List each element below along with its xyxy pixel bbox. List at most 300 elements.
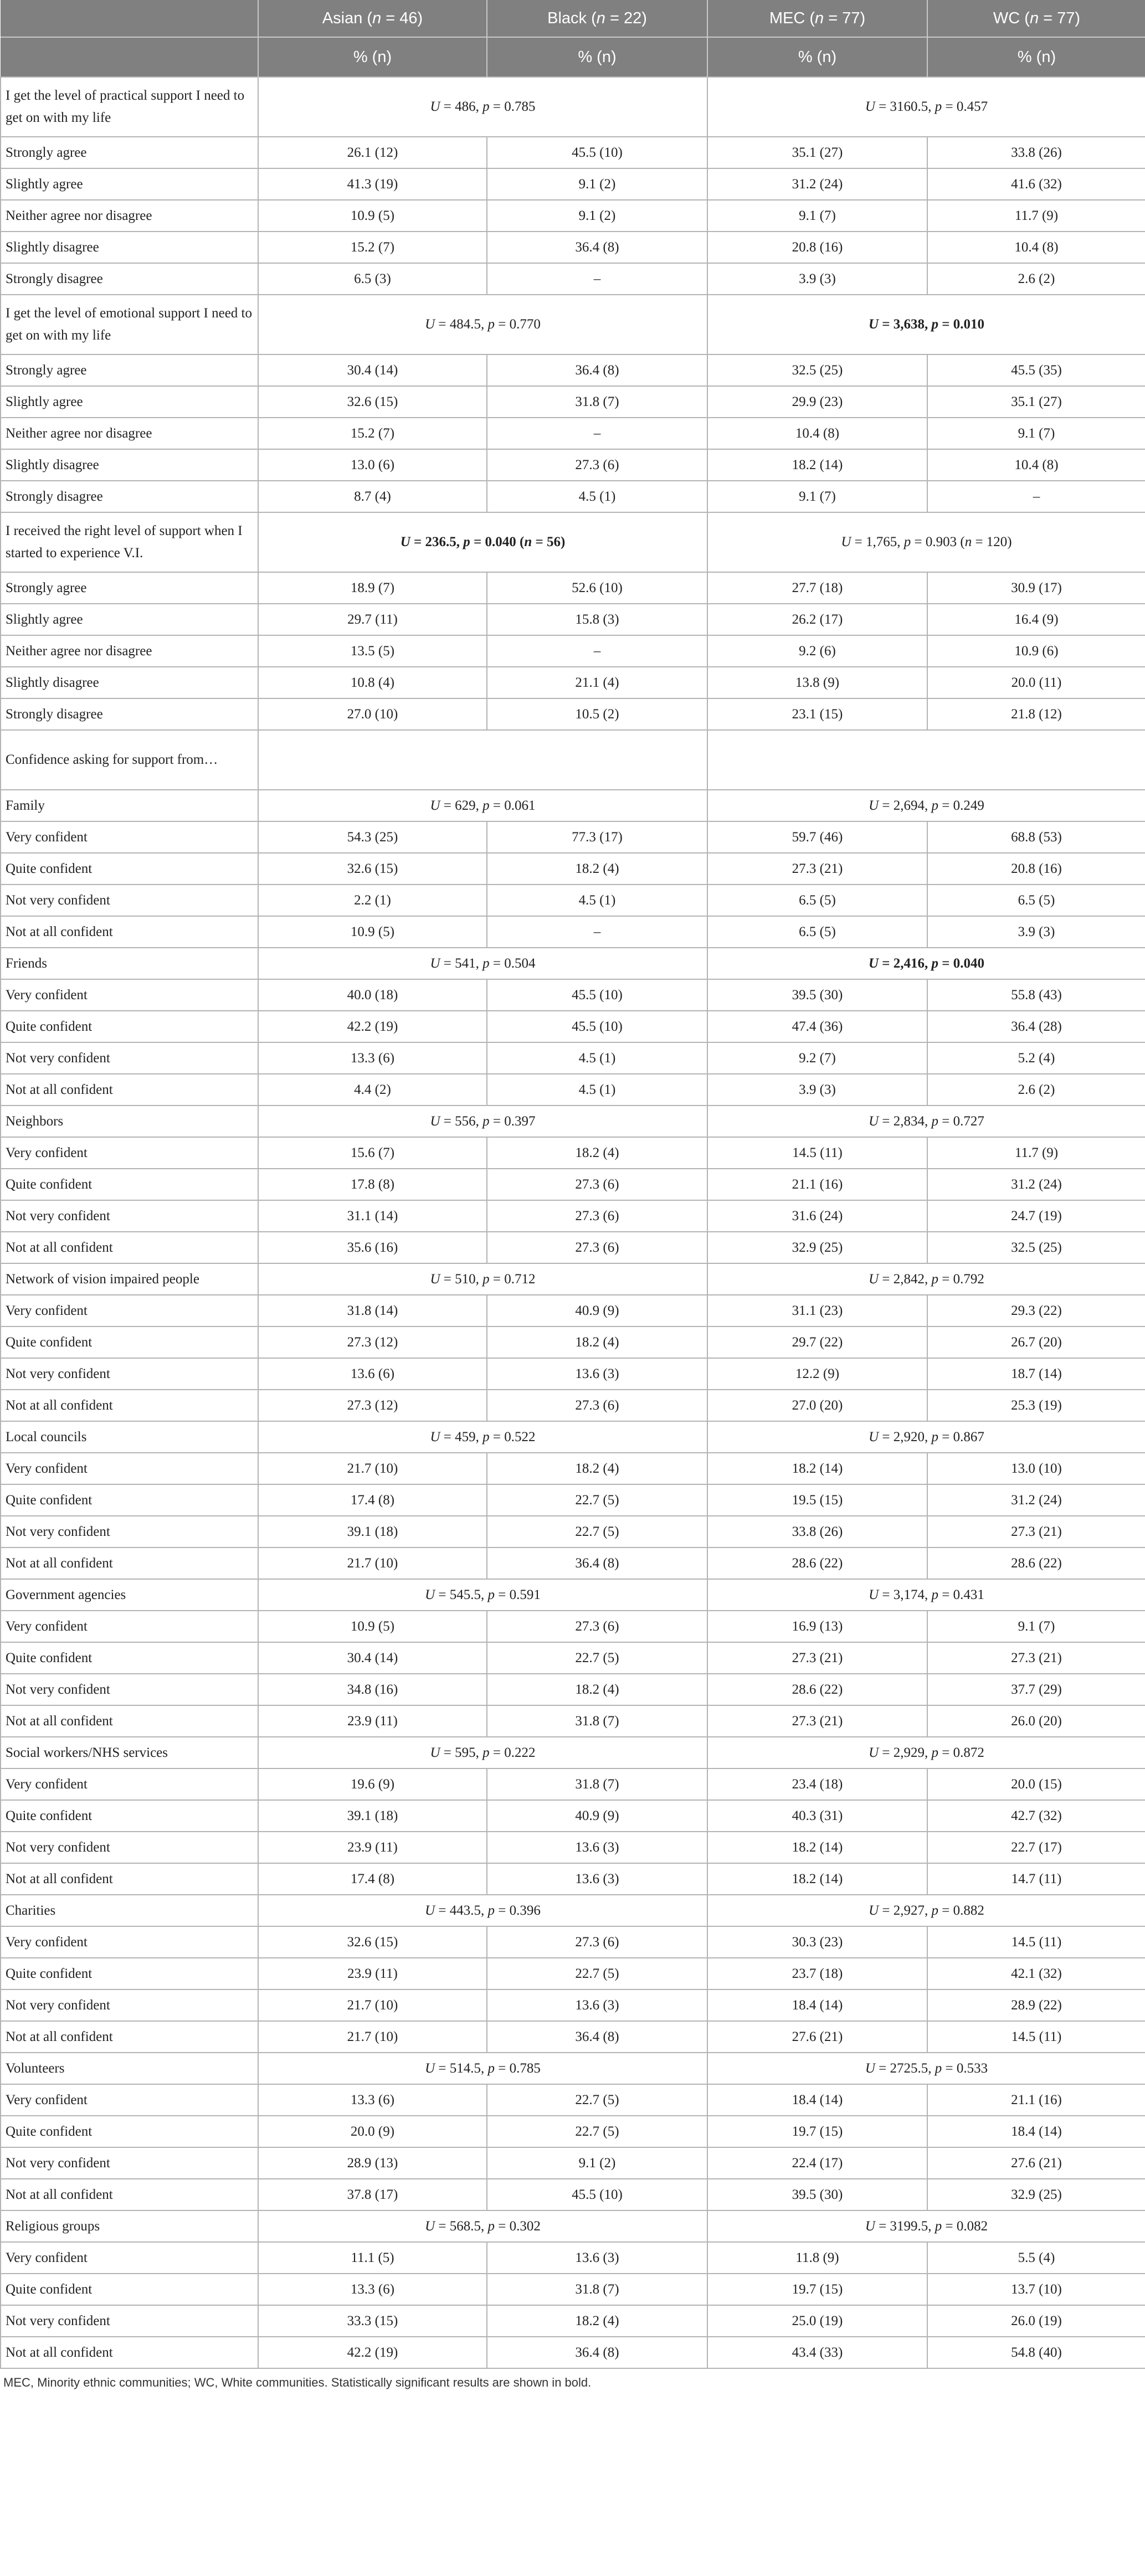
- table-cell: 21.7 (10): [258, 1453, 487, 1484]
- table-cell: 36.4 (8): [487, 2337, 707, 2368]
- p-value: 0.903: [925, 534, 957, 549]
- table-row: [1, 698, 1145, 730]
- row-label: Network of vision impaired people: [1, 1263, 258, 1295]
- row-label: Very confident: [1, 2242, 258, 2274]
- p-symbol: p: [487, 1903, 495, 1918]
- p-symbol: p: [931, 1271, 939, 1287]
- u-value: 2,834: [893, 1113, 925, 1129]
- table-cell: 20.0 (9): [258, 2116, 487, 2147]
- table-cell: 18.2 (4): [487, 2305, 707, 2337]
- table-cell: 20.8 (16): [707, 232, 927, 263]
- table-cell: 15.2 (7): [258, 418, 487, 449]
- table-cell: 27.3 (6): [487, 1169, 707, 1200]
- table-cell: 28.9 (13): [258, 2147, 487, 2179]
- table-cell: 9.1 (2): [487, 2147, 707, 2179]
- table-cell: 21.1 (4): [487, 667, 707, 698]
- mann-whitney-result: U = 541, p = 0.504: [258, 948, 707, 979]
- table-cell: 22.7 (5): [487, 2116, 707, 2147]
- row-label: Not very confident: [1, 1200, 258, 1232]
- row-label: Strongly disagree: [1, 263, 258, 295]
- section-row: [1, 730, 1145, 790]
- table-row: [1, 386, 1145, 418]
- u-symbol: U: [865, 2218, 875, 2234]
- empty-cell: [707, 730, 1145, 790]
- mann-whitney-result: U = 510, p = 0.712: [258, 1263, 707, 1295]
- table-cell: 20.8 (16): [927, 853, 1145, 885]
- row-label: Very confident: [1, 821, 258, 853]
- mann-whitney-result: U = 2,929, p = 0.872: [707, 1737, 1145, 1768]
- table-row: [1, 1516, 1145, 1547]
- row-label: Charities: [1, 1895, 258, 1926]
- table-row: [1, 2147, 1145, 2179]
- mann-whitney-result: U = 443.5, p = 0.396: [258, 1895, 707, 1926]
- stat-row: [1, 1579, 1145, 1611]
- row-label: Not at all confident: [1, 1547, 258, 1579]
- row-label: Not very confident: [1, 2147, 258, 2179]
- p-symbol: p: [482, 955, 490, 971]
- u-value: 556: [455, 1113, 476, 1129]
- table-cell: 32.6 (15): [258, 853, 487, 885]
- table-cell: 23.9 (11): [258, 1832, 487, 1863]
- table-cell: 17.4 (8): [258, 1863, 487, 1895]
- row-label: Slightly agree: [1, 386, 258, 418]
- table-row: [1, 481, 1145, 512]
- table-cell: 31.1 (14): [258, 1200, 487, 1232]
- p-value: 0.785: [509, 2060, 541, 2076]
- header-group: WC (n = 77): [927, 0, 1145, 37]
- table-cell: 42.2 (19): [258, 2337, 487, 2368]
- row-label: Quite confident: [1, 853, 258, 885]
- stat-row: [1, 2210, 1145, 2242]
- u-symbol: U: [869, 1113, 879, 1129]
- row-label: Social workers/NHS services: [1, 1737, 258, 1768]
- header-corner: [1, 0, 258, 37]
- p-symbol: p: [931, 955, 939, 971]
- table-row: [1, 2274, 1145, 2305]
- row-label: Religious groups: [1, 2210, 258, 2242]
- row-label: Not very confident: [1, 1832, 258, 1863]
- table-cell: 13.8 (9): [707, 667, 927, 698]
- p-value: 0.882: [953, 1903, 984, 1918]
- table-footnote: MEC, Minority ethnic communities; WC, White communities. Statistically significant results are shown in bold.: [3, 2376, 592, 2389]
- table-cell: 29.3 (22): [927, 1295, 1145, 1326]
- mann-whitney-result: U = 3199.5, p = 0.082: [707, 2210, 1145, 2242]
- table-cell: 6.5 (5): [707, 916, 927, 948]
- table-cell: –: [487, 418, 707, 449]
- table-cell: 9.1 (7): [707, 481, 927, 512]
- table-cell: 5.2 (4): [927, 1042, 1145, 1074]
- table-cell: 18.7 (14): [927, 1358, 1145, 1390]
- table-cell: 42.2 (19): [258, 1011, 487, 1042]
- table-cell: 27.0 (20): [707, 1390, 927, 1421]
- table-cell: 32.9 (25): [707, 1232, 927, 1263]
- table-cell: 45.5 (10): [487, 979, 707, 1011]
- row-label: Quite confident: [1, 1642, 258, 1674]
- p-value: 0.249: [953, 798, 984, 813]
- table-cell: 18.9 (7): [258, 572, 487, 604]
- sample-size: (n = 56): [520, 534, 566, 549]
- u-symbol: U: [400, 534, 410, 549]
- p-symbol: p: [935, 99, 942, 114]
- table-cell: 13.6 (6): [258, 1358, 487, 1390]
- table-cell: 31.8 (7): [487, 386, 707, 418]
- table-cell: 27.3 (6): [487, 1611, 707, 1642]
- p-value: 0.522: [504, 1429, 536, 1444]
- table-cell: 27.3 (6): [487, 1390, 707, 1421]
- u-symbol: U: [425, 317, 435, 332]
- table-cell: 22.4 (17): [707, 2147, 927, 2179]
- table-cell: 18.2 (4): [487, 853, 707, 885]
- mann-whitney-result: U = 484.5, p = 0.770: [258, 295, 707, 354]
- table-row: [1, 1169, 1145, 1200]
- header-unit: % (n): [707, 37, 927, 77]
- p-value: 0.727: [953, 1113, 984, 1129]
- table-row: [1, 853, 1145, 885]
- table-row: [1, 2021, 1145, 2053]
- table-cell: 21.1 (16): [707, 1169, 927, 1200]
- row-label: Slightly disagree: [1, 449, 258, 481]
- table-row: [1, 1232, 1145, 1263]
- table-row: [1, 1674, 1145, 1705]
- row-label: Not very confident: [1, 1358, 258, 1390]
- mann-whitney-result: U = 2,694, p = 0.249: [707, 790, 1145, 821]
- header-unit: % (n): [487, 37, 707, 77]
- u-value: 3,174: [893, 1587, 925, 1602]
- table-cell: 52.6 (10): [487, 572, 707, 604]
- table-row: [1, 1137, 1145, 1169]
- table-cell: 32.6 (15): [258, 386, 487, 418]
- table-cell: 30.4 (14): [258, 1642, 487, 1674]
- table-cell: 34.8 (16): [258, 1674, 487, 1705]
- u-symbol: U: [425, 1587, 435, 1602]
- table-row: [1, 1042, 1145, 1074]
- table-cell: 26.2 (17): [707, 604, 927, 635]
- header-group: Asian (n = 46): [258, 0, 487, 37]
- table-cell: 10.4 (8): [927, 449, 1145, 481]
- table-cell: 27.3 (21): [927, 1516, 1145, 1547]
- table-cell: 26.0 (19): [927, 2305, 1145, 2337]
- row-label: Neither agree nor disagree: [1, 200, 258, 232]
- table-cell: 27.3 (21): [707, 1705, 927, 1737]
- table-row: [1, 1484, 1145, 1516]
- stat-row: [1, 77, 1145, 137]
- table-cell: 77.3 (17): [487, 821, 707, 853]
- p-value: 0.010: [953, 317, 985, 332]
- row-label: Quite confident: [1, 1326, 258, 1358]
- table-cell: 27.3 (12): [258, 1390, 487, 1421]
- u-value: 545.5: [449, 1587, 481, 1602]
- table-cell: 2.6 (2): [927, 1074, 1145, 1106]
- table-cell: 30.9 (17): [927, 572, 1145, 604]
- mann-whitney-result: U = 3,174, p = 0.431: [707, 1579, 1145, 1611]
- table-cell: 25.3 (19): [927, 1390, 1145, 1421]
- table-row: [1, 1390, 1145, 1421]
- table-cell: 39.5 (30): [707, 2179, 927, 2210]
- table-cell: 10.4 (8): [927, 232, 1145, 263]
- p-symbol: p: [903, 534, 911, 549]
- table-cell: 13.5 (5): [258, 635, 487, 667]
- u-value: 2,929: [893, 1745, 925, 1760]
- p-value: 0.040: [485, 534, 516, 549]
- table-row: [1, 1863, 1145, 1895]
- mann-whitney-result: U = 2725.5, p = 0.533: [707, 2053, 1145, 2084]
- u-symbol: U: [869, 1429, 879, 1444]
- row-label: Very confident: [1, 1295, 258, 1326]
- table-row: [1, 604, 1145, 635]
- table-cell: 27.3 (6): [487, 449, 707, 481]
- table-cell: 31.8 (7): [487, 2274, 707, 2305]
- u-value: 514.5: [449, 2060, 481, 2076]
- table-header: [1, 0, 1145, 77]
- u-value: 484.5: [449, 317, 481, 332]
- table-row: [1, 2242, 1145, 2274]
- table-row: [1, 1989, 1145, 2021]
- table-cell: 33.8 (26): [707, 1516, 927, 1547]
- mann-whitney-result: U = 595, p = 0.222: [258, 1737, 707, 1768]
- u-symbol: U: [425, 2218, 435, 2234]
- row-label: Confidence asking for support from…: [1, 730, 258, 790]
- table-cell: 37.7 (29): [927, 1674, 1145, 1705]
- table-cell: 18.2 (4): [487, 1674, 707, 1705]
- sample-size: (n = 120): [960, 534, 1012, 549]
- row-label: Neighbors: [1, 1106, 258, 1137]
- table-cell: 30.3 (23): [707, 1926, 927, 1958]
- row-label: Not very confident: [1, 1989, 258, 2021]
- row-label: Not at all confident: [1, 2021, 258, 2053]
- table-row: [1, 232, 1145, 263]
- mann-whitney-result: U = 2,927, p = 0.882: [707, 1895, 1145, 1926]
- table-cell: 13.6 (3): [487, 1832, 707, 1863]
- p-symbol: p: [482, 1429, 490, 1444]
- table-cell: 18.2 (4): [487, 1326, 707, 1358]
- table-cell: 4.5 (1): [487, 1074, 707, 1106]
- p-symbol: p: [931, 317, 939, 332]
- table-cell: –: [487, 263, 707, 295]
- mann-whitney-result: U = 1,765, p = 0.903 (n = 120): [707, 512, 1145, 572]
- table-cell: –: [487, 916, 707, 948]
- stat-row: [1, 295, 1145, 354]
- p-value: 0.867: [953, 1429, 984, 1444]
- table-row: [1, 1547, 1145, 1579]
- p-value: 0.397: [504, 1113, 536, 1129]
- p-symbol: p: [935, 2060, 942, 2076]
- table-row: [1, 2337, 1145, 2368]
- mann-whitney-result: U = 545.5, p = 0.591: [258, 1579, 707, 1611]
- p-value: 0.061: [504, 798, 536, 813]
- row-label: Quite confident: [1, 1484, 258, 1516]
- table-cell: 11.1 (5): [258, 2242, 487, 2274]
- table-row: [1, 418, 1145, 449]
- table-cell: 25.0 (19): [707, 2305, 927, 2337]
- p-value: 0.396: [509, 1903, 541, 1918]
- table-cell: 21.7 (10): [258, 2021, 487, 2053]
- row-label: Family: [1, 790, 258, 821]
- p-value: 0.872: [953, 1745, 984, 1760]
- row-label: Very confident: [1, 1768, 258, 1800]
- table-cell: 55.8 (43): [927, 979, 1145, 1011]
- u-symbol: U: [430, 1271, 440, 1287]
- table-cell: 35.1 (27): [927, 386, 1145, 418]
- table-cell: 27.3 (6): [487, 1200, 707, 1232]
- row-label: Not at all confident: [1, 1705, 258, 1737]
- u-symbol: U: [425, 2060, 435, 2076]
- table-cell: 59.7 (46): [707, 821, 927, 853]
- table-cell: 23.4 (18): [707, 1768, 927, 1800]
- mann-whitney-result: U = 2,842, p = 0.792: [707, 1263, 1145, 1295]
- u-value: 443.5: [449, 1903, 481, 1918]
- table-cell: 2.6 (2): [927, 263, 1145, 295]
- u-value: 568.5: [449, 2218, 481, 2234]
- table-cell: 21.7 (10): [258, 1989, 487, 2021]
- p-value: 0.457: [956, 99, 988, 114]
- table-row: [1, 979, 1145, 1011]
- table-cell: 9.2 (7): [707, 1042, 927, 1074]
- table-cell: 13.6 (3): [487, 1863, 707, 1895]
- u-value: 3199.5: [890, 2218, 928, 2234]
- table-cell: 18.4 (14): [707, 2084, 927, 2116]
- table-cell: 18.2 (14): [707, 449, 927, 481]
- table-cell: 19.7 (15): [707, 2274, 927, 2305]
- table-cell: 36.4 (28): [927, 1011, 1145, 1042]
- p-symbol: p: [482, 798, 490, 813]
- table-row: [1, 1326, 1145, 1358]
- header-group: Black (n = 22): [487, 0, 707, 37]
- row-label: Not at all confident: [1, 916, 258, 948]
- table-cell: 9.1 (7): [927, 418, 1145, 449]
- table-cell: 18.4 (14): [707, 1989, 927, 2021]
- table-cell: 36.4 (8): [487, 1547, 707, 1579]
- table-row: [1, 635, 1145, 667]
- table-row: [1, 1768, 1145, 1800]
- table-cell: 42.1 (32): [927, 1958, 1145, 1989]
- u-symbol: U: [869, 1903, 879, 1918]
- table-cell: 22.7 (5): [487, 1516, 707, 1547]
- table-cell: 8.7 (4): [258, 481, 487, 512]
- stat-row: [1, 512, 1145, 572]
- p-value: 0.040: [953, 955, 985, 971]
- row-label: Not very confident: [1, 885, 258, 916]
- u-symbol: U: [869, 798, 879, 813]
- table-row: [1, 1832, 1145, 1863]
- row-label: Not at all confident: [1, 1074, 258, 1106]
- table-cell: 21.8 (12): [927, 698, 1145, 730]
- stat-row: [1, 1106, 1145, 1137]
- table-cell: 18.2 (14): [707, 1453, 927, 1484]
- table-cell: 19.6 (9): [258, 1768, 487, 1800]
- table-cell: 54.8 (40): [927, 2337, 1145, 2368]
- p-symbol: p: [931, 1113, 939, 1129]
- mann-whitney-result: U = 2,920, p = 0.867: [707, 1421, 1145, 1453]
- table-cell: 13.6 (3): [487, 1989, 707, 2021]
- u-symbol: U: [865, 99, 875, 114]
- table-row: [1, 1611, 1145, 1642]
- table-cell: 32.9 (25): [927, 2179, 1145, 2210]
- u-symbol: U: [430, 798, 440, 813]
- row-label: Quite confident: [1, 1800, 258, 1832]
- table-cell: 23.7 (18): [707, 1958, 927, 1989]
- u-value: 1,765: [866, 534, 897, 549]
- table-cell: 31.8 (7): [487, 1768, 707, 1800]
- row-label: Quite confident: [1, 2116, 258, 2147]
- u-value: 3,638: [893, 317, 925, 332]
- table-cell: –: [487, 635, 707, 667]
- table-cell: 15.6 (7): [258, 1137, 487, 1169]
- stat-row: [1, 1895, 1145, 1926]
- p-value: 0.770: [509, 317, 541, 332]
- row-label: Strongly disagree: [1, 698, 258, 730]
- table-cell: 30.4 (14): [258, 354, 487, 386]
- table-cell: 22.7 (5): [487, 2084, 707, 2116]
- u-value: 541: [455, 955, 476, 971]
- row-label: Very confident: [1, 1926, 258, 1958]
- p-value: 0.533: [956, 2060, 988, 2076]
- u-value: 236.5: [425, 534, 456, 549]
- u-value: 2,694: [893, 798, 925, 813]
- mann-whitney-result: U = 556, p = 0.397: [258, 1106, 707, 1137]
- table-cell: 36.4 (8): [487, 232, 707, 263]
- row-label: Not at all confident: [1, 1390, 258, 1421]
- table-cell: 28.6 (22): [927, 1547, 1145, 1579]
- p-value: 0.302: [509, 2218, 541, 2234]
- table-cell: 27.7 (18): [707, 572, 927, 604]
- table-cell: 41.3 (19): [258, 168, 487, 200]
- u-symbol: U: [430, 955, 440, 971]
- p-symbol: p: [931, 1429, 939, 1444]
- table-cell: 27.6 (21): [707, 2021, 927, 2053]
- table-row: [1, 449, 1145, 481]
- row-label: Not at all confident: [1, 1232, 258, 1263]
- mann-whitney-result: U = 3160.5, p = 0.457: [707, 77, 1145, 137]
- header-row-groups: [1, 0, 1145, 37]
- row-label: Local councils: [1, 1421, 258, 1453]
- table-cell: –: [927, 481, 1145, 512]
- table-cell: 68.8 (53): [927, 821, 1145, 853]
- table-cell: 43.4 (33): [707, 2337, 927, 2368]
- table-cell: 33.3 (15): [258, 2305, 487, 2337]
- table-cell: 20.0 (15): [927, 1768, 1145, 1800]
- table-cell: 47.4 (36): [707, 1011, 927, 1042]
- p-symbol: p: [931, 1745, 939, 1760]
- table-cell: 35.6 (16): [258, 1232, 487, 1263]
- table-cell: 3.9 (3): [707, 263, 927, 295]
- table-cell: 22.7 (5): [487, 1958, 707, 1989]
- header-unit: % (n): [927, 37, 1145, 77]
- u-symbol: U: [868, 955, 879, 971]
- u-value: 2725.5: [890, 2060, 928, 2076]
- table-cell: 37.8 (17): [258, 2179, 487, 2210]
- table-cell: 33.8 (26): [927, 137, 1145, 168]
- table-cell: 10.5 (2): [487, 698, 707, 730]
- table-cell: 11.7 (9): [927, 200, 1145, 232]
- table-row: [1, 1295, 1145, 1326]
- table-cell: 14.5 (11): [927, 1926, 1145, 1958]
- table-row: [1, 1800, 1145, 1832]
- row-label: Not very confident: [1, 1516, 258, 1547]
- row-label: Quite confident: [1, 2274, 258, 2305]
- header-corner: [1, 37, 258, 77]
- table-row: [1, 916, 1145, 948]
- table-cell: 27.3 (6): [487, 1232, 707, 1263]
- table-cell: 26.7 (20): [927, 1326, 1145, 1358]
- p-symbol: p: [482, 1745, 490, 1760]
- table-cell: 9.2 (6): [707, 635, 927, 667]
- table-row: [1, 667, 1145, 698]
- table-cell: 36.4 (8): [487, 354, 707, 386]
- table-cell: 18.2 (14): [707, 1832, 927, 1863]
- row-label: Quite confident: [1, 1011, 258, 1042]
- table-cell: 10.9 (5): [258, 1611, 487, 1642]
- table-row: [1, 2179, 1145, 2210]
